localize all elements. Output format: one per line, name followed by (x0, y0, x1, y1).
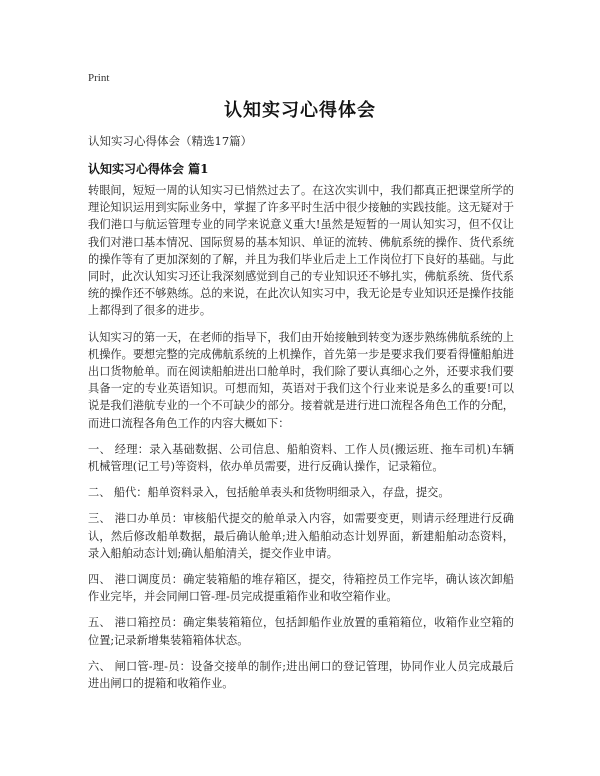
paragraph-intro: 转眼间，短短一周的认知实习已悄然过去了。在这次实训中，我们都真正把课堂所学的理论知识运用到实际业务中，掌握了许多平时生活中很少接触的实践技能。这无疑对于我们港口与航运管理专业的同学来说意义重大!虽然是短暂的一周认知实习，但不仅让我们对港口基本情况、国际贸易的基本知识、单证的流转、佛航系统的操作、货代系统的操作等有了更加深刻的了解，并且为我们毕业后走上工作岗位打下良好的基础。与此同时，此次认知实习还让我深刻感觉到自己的专业知识还不够扎实，佛航系统、货代系统的操作还不够熟练。总的来说，在此次认知实习中，我无论是专业知识还是操作技能上都得到了很多的进步。 (88, 184, 514, 318)
document-subtitle: 认知实习心得体会（精选17篇） (88, 134, 253, 148)
paragraph-role-box-controller: 五、 港口箱控员：确定集装箱箱位，包括卸船作业放置的重箱箱位，收箱作业空箱的位置;记录新增集装箱箱体状态。 (88, 616, 514, 647)
paragraph-role-port-dispatcher: 四、 港口调度员：确定装箱船的堆存箱区，提交，待箱控员工作完毕，确认该次卸船作业完毕，并会同闸口管-理-员完成提重箱作业和收空箱作业。 (88, 573, 514, 604)
print-link[interactable]: Print (88, 72, 110, 84)
document-body (88, 182, 514, 701)
section-heading: 认知实习心得体会 篇1 (88, 162, 209, 176)
paragraph-role-ship-agent: 二、 船代：船单资料录入，包括舱单表头和货物明细录入，存盘，提交。 (88, 486, 450, 500)
page-title: 认知实习心得体会 (224, 100, 376, 121)
paragraph-role-gate-manager: 六、 闸口管-理-员：设备交接单的制作;进出闸口的登记管理，协同作业人员完成最后进出闸口的提箱和收箱作业。 (88, 659, 514, 691)
paragraph-role-port-clerk: 三、 港口办单员：审核船代提交的舱单录入内容，如需要变更，则请示经理进行反确认，然后修改船单数据，最后确认舱单;进入船舶动态计划界面，新建船舶动态资料，录入船舶动态计划;确认船舶清关，提交作业申请。 (88, 512, 514, 560)
paragraph-first-day: 认知实习的第一天，在老师的指导下，我们由开始接触到转变为逐步熟练佛航系统的上机操作。要想完整的完成佛航系统的上机操作，首先第一步是要求我们要看得懂船舶进出口货物舱单。而在阅读船舶进出口舱单时，我们除了要认真细心之外，还要求我们要具备一定的专业英语知识。可想而知，英语对于我们这个行业来说是多么的重要!可以说是我们港航专业的一个不可缺少的部分。接着就是进行进口流程各角色工作的分配，而进口流程各角色工作的内容大概如下： (88, 330, 514, 430)
paragraph-role-manager: 一、 经理：录入基础数据、公司信息、船舶资料、工作人员(搬运班、拖车司机)车辆机械管理(记工号)等资料，依办单员需要，进行反确认操作，记录箱位。 (88, 442, 514, 474)
